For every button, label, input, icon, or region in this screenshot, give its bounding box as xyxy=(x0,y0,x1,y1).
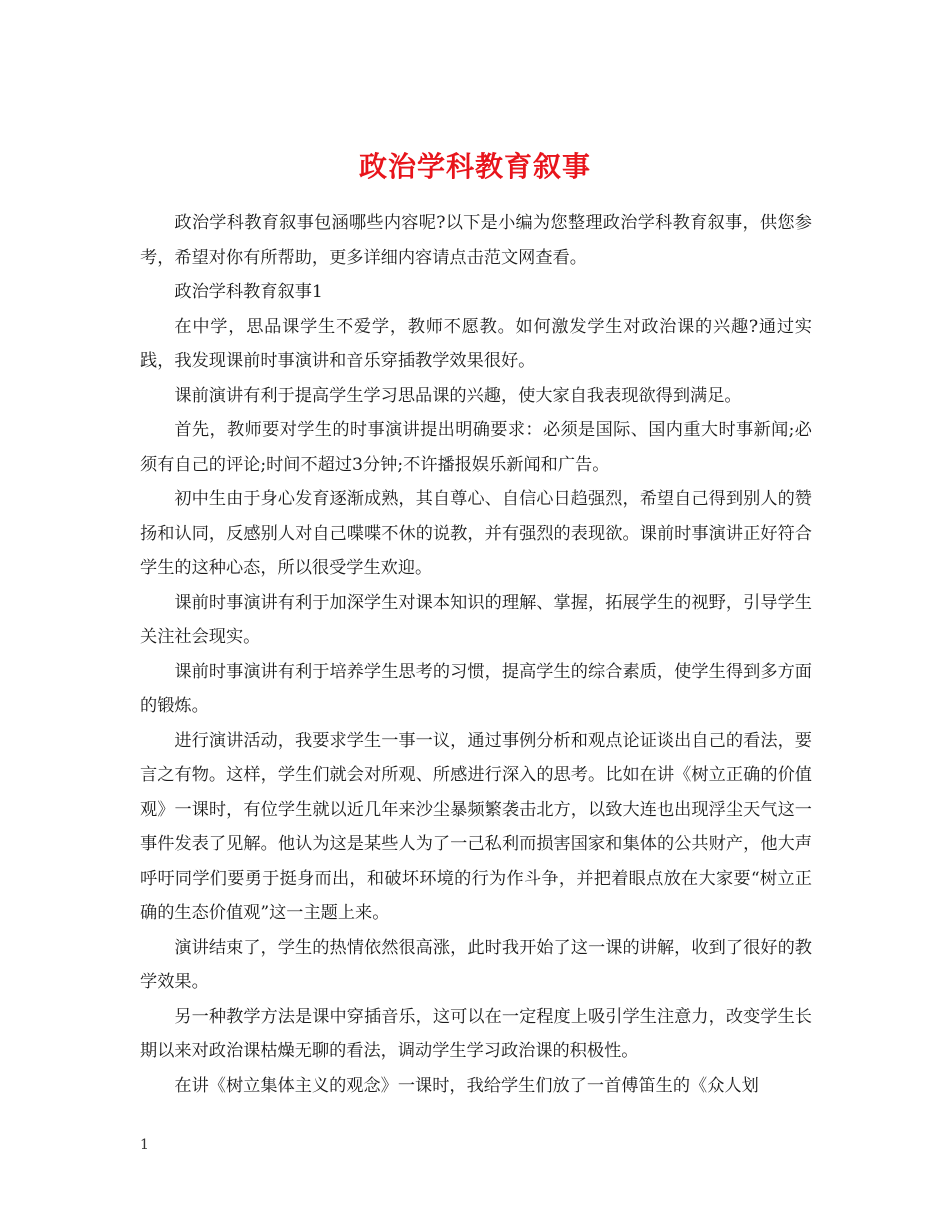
paragraph: 在讲《树立集体主义的观念》一课时，我给学生们放了一首傅笛生的《众人划 xyxy=(174,1075,759,1096)
paragraph: 进行演讲活动，我要求学生一事一议，通过事例分析和观点论证谈出自己的看法，要言之有物。这样，学生们就会对所观、所感进行深入的思考。比如在讲《树立正确的价值观》一课时，有位学生就以近几年来沙尘暴频繁袭击北方，以致大连也出现浮尘天气这一事件发表了见解。他认为这是某些人为了一己私利而损害国家和集体的公共财产，他大声呼吁同学们要勇于挺身而出，和破坏环境的行为作斗争，并把着眼点放在大家要“树立正确的生态价值观”这一主题上来。 xyxy=(140,730,812,923)
paragraph: 在中学，思品课学生不爱学，教师不愿教。如何激发学生对政治课的兴趣?通过实践，我发现课前时事演讲和音乐穿插教学效果很好。 xyxy=(140,316,812,371)
paragraph: 课前演讲有利于提高学生学习思品课的兴趣，使大家自我表现欲得到满足。 xyxy=(174,385,742,406)
paragraph: 演讲结束了，学生的热情依然很高涨，此时我开始了这一课的讲解，收到了很好的教学效果。 xyxy=(140,937,812,992)
paragraph: 课前时事演讲有利于培养学生思考的习惯，提高学生的综合素质，使学生得到多方面的锻炼。 xyxy=(140,661,812,716)
paragraph: 另一种教学方法是课中穿插音乐，这可以在一定程度上吸引学生注意力，改变学生长期以来对政治课枯燥无聊的看法，调动学生学习政治课的积极性。 xyxy=(140,1006,812,1061)
paragraph-intro: 政治学科教育叙事包涵哪些内容呢?以下是小编为您整理政治学科教育叙事，供您参考，希望对你有所帮助，更多详细内容请点击范文网查看。 xyxy=(140,213,812,268)
paragraph: 首先，教师要对学生的时事演讲提出明确要求：必须是国际、国内重大时事新闻;必须有自己的评论;时间不超过3分钟;不许播报娱乐新闻和广告。 xyxy=(140,420,812,475)
paragraph: 初中生由于身心发育逐渐成熟，其自尊心、自信心日趋强烈，希望自己得到别人的赞扬和认同，反感别人对自己喋喋不休的说教，并有强烈的表现欲。课前时事演讲正好符合学生的这种心态，所以很受学生欢迎。 xyxy=(140,489,812,578)
section-heading: 政治学科教育叙事1 xyxy=(174,282,323,302)
document-title: 政治学科教育叙事 xyxy=(358,149,591,183)
page-number: 1 xyxy=(140,1137,149,1153)
paragraph: 课前时事演讲有利于加深学生对课本知识的理解、掌握，拓展学生的视野，引导学生关注社会现实。 xyxy=(140,592,812,647)
document-body xyxy=(140,206,812,1103)
